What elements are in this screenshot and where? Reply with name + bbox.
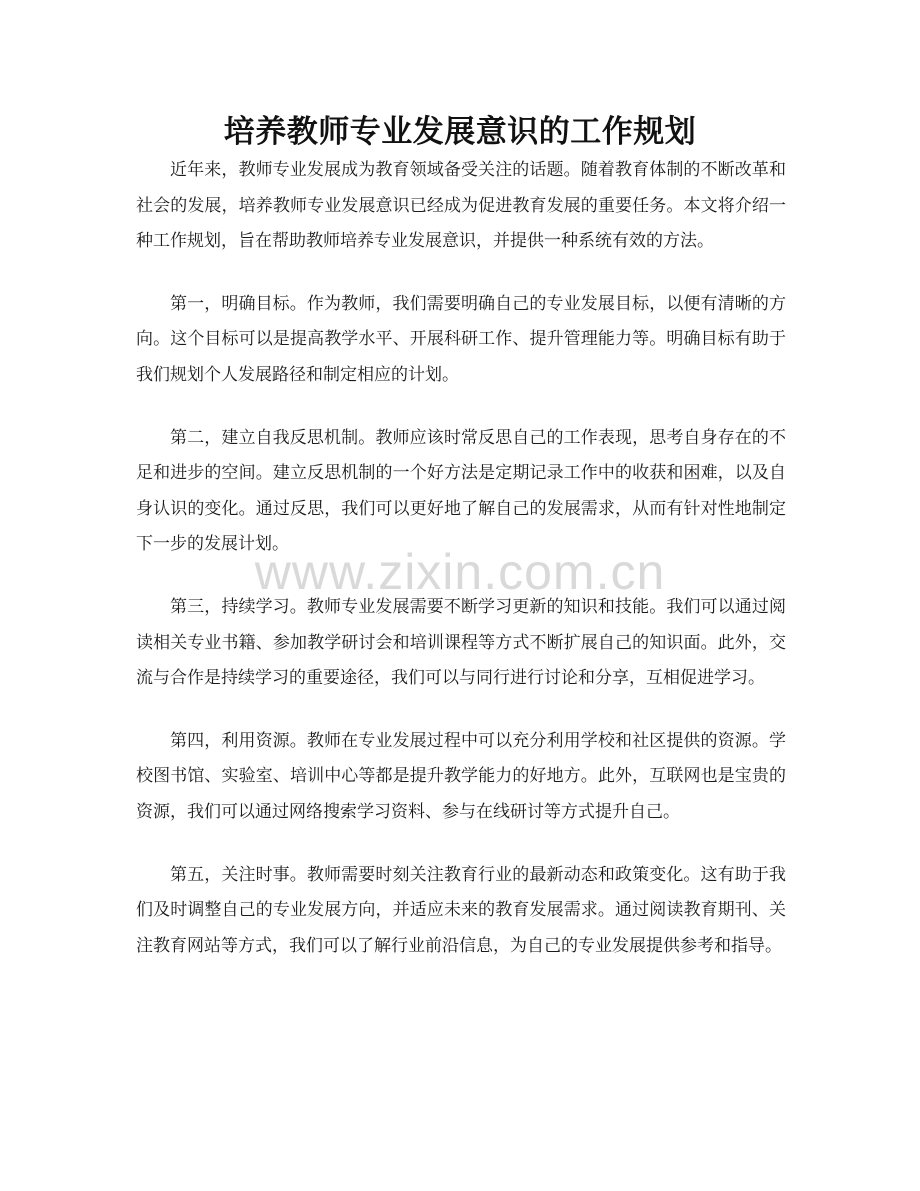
paragraph-goals: 第一，明确目标。作为教师，我们需要明确自己的专业发展目标，以便有清晰的方向。这个目标可以是提高教学水平、开展科研工作、提升管理能力等。明确目标有助于我们规划个人发展路径和制定相应的计划。 xyxy=(136,293,786,385)
paragraph-learning: 第三，持续学习。教师专业发展需要不断学习更新的知识和技能。我们可以通过阅读相关专业书籍、参加教学研讨会和培训课程等方式不断扩展自己的知识面。此外，交流与合作是持续学习的重要途径，我们可以与同行进行讨论和分享，互相促进学习。 xyxy=(136,596,786,689)
paragraph-reflection: 第二，建立自我反思机制。教师应该时常反思自己的工作表现，思考自身存在的不足和进步的空间。建立反思机制的一个好方法是定期记录工作中的收获和困难，以及自身认识的变化。通过反思，我们可以更好地了解自己的发展需求，从而有针对性地制定下一步的发展计划。 xyxy=(136,427,786,555)
paragraph-resources: 第四，利用资源。教师在专业发展过程中可以充分利用学校和社区提供的资源。学校图书馆、实验室、培训中心等都是提升教学能力的好地方。此外，互联网也是宝贵的资源，我们可以通过网络搜索学习资料、参与在线研讨等方式提升自己。 xyxy=(136,730,786,822)
watermark: www.zixin.com.cn xyxy=(254,544,666,600)
document-title: 培养教师专业发展意识的工作规划 xyxy=(223,114,697,150)
paragraph-intro: 近年来，教师专业发展成为教育领域备受关注的话题。随着教育体制的不断改革和社会的发展，培养教师专业发展意识已经成为促进教育发展的重要任务。本文将介绍一种工作规划，旨在帮助教师培养专业发展意识，并提供一种系统有效的方法。 xyxy=(136,160,786,252)
paragraph-current-events: 第五，关注时事。教师需要时刻关注教育行业的最新动态和政策变化。这有助于我们及时调整自己的专业发展方向，并适应未来的教育发展需求。通过阅读教育期刊、关注教育网站等方式，我们可以了解行业前沿信息，为自己的专业发展提供参考和指导。 xyxy=(136,864,786,956)
document-body xyxy=(136,153,786,991)
